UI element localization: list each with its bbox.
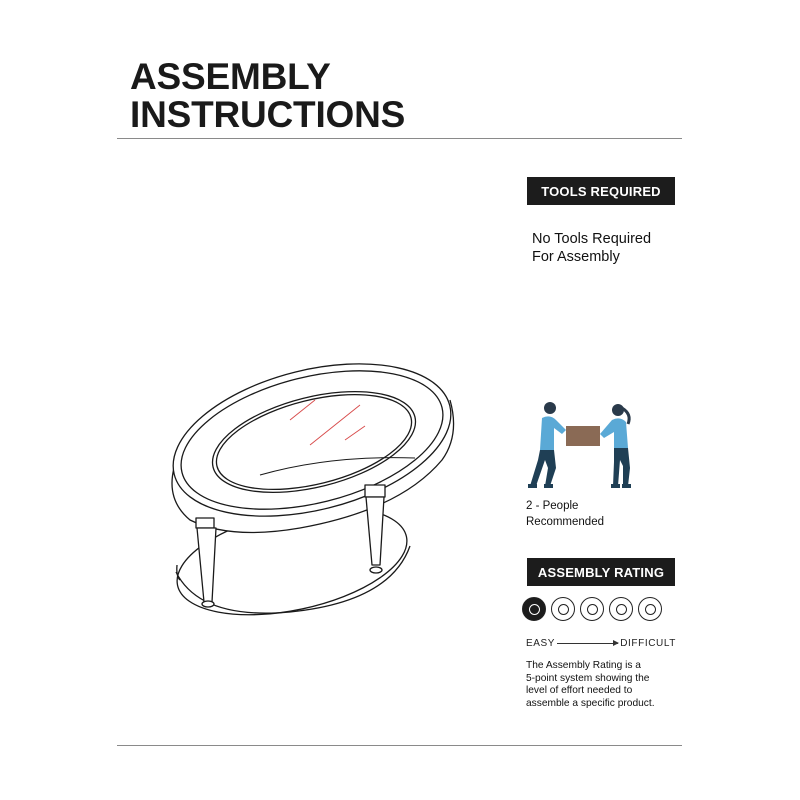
rating-circle-empty (609, 597, 633, 621)
tools-line-1: No Tools Required (532, 231, 652, 247)
tools-required-label: TOOLS REQUIRED (527, 177, 675, 205)
title-line-2: INSTRUCTIONS (130, 94, 406, 135)
page-title (130, 58, 405, 134)
difficulty-scale (526, 638, 676, 649)
person-right (600, 404, 631, 488)
rating-scale (522, 597, 662, 621)
rating-circle-empty (580, 597, 604, 621)
people-line-2: Recommended (526, 516, 604, 528)
assembly-rating-label: ASSEMBLY RATING (527, 558, 675, 586)
rating-description (526, 660, 655, 710)
carried-box (566, 426, 600, 446)
tools-line-2: For Assembly (532, 249, 620, 265)
tools-required-text (532, 230, 651, 266)
rating-desc-line-2: 5-point system showing the (526, 672, 650, 684)
rating-desc-line-4: assemble a specific product. (526, 697, 655, 709)
oval-coffee-table-illustration (160, 340, 470, 620)
people-recommended-text (526, 498, 604, 530)
two-people-carrying-box-icon (520, 398, 645, 490)
bottom-divider (117, 745, 682, 746)
rating-circle-empty (551, 597, 575, 621)
rating-desc-line-3: level of effort needed to (526, 685, 633, 696)
person-left (528, 402, 566, 488)
people-line-1: 2 - People (526, 500, 579, 512)
table-top (160, 340, 467, 542)
rating-circle-empty (638, 597, 662, 621)
top-divider (117, 138, 682, 139)
rating-desc-line-1: The Assembly Rating is a (526, 660, 641, 671)
rating-circle-filled (522, 597, 546, 621)
title-line-1: ASSEMBLY (130, 56, 331, 97)
easy-label: EASY (526, 638, 556, 649)
scale-arrow (557, 643, 618, 644)
difficult-label: DIFFICULT (620, 638, 676, 649)
